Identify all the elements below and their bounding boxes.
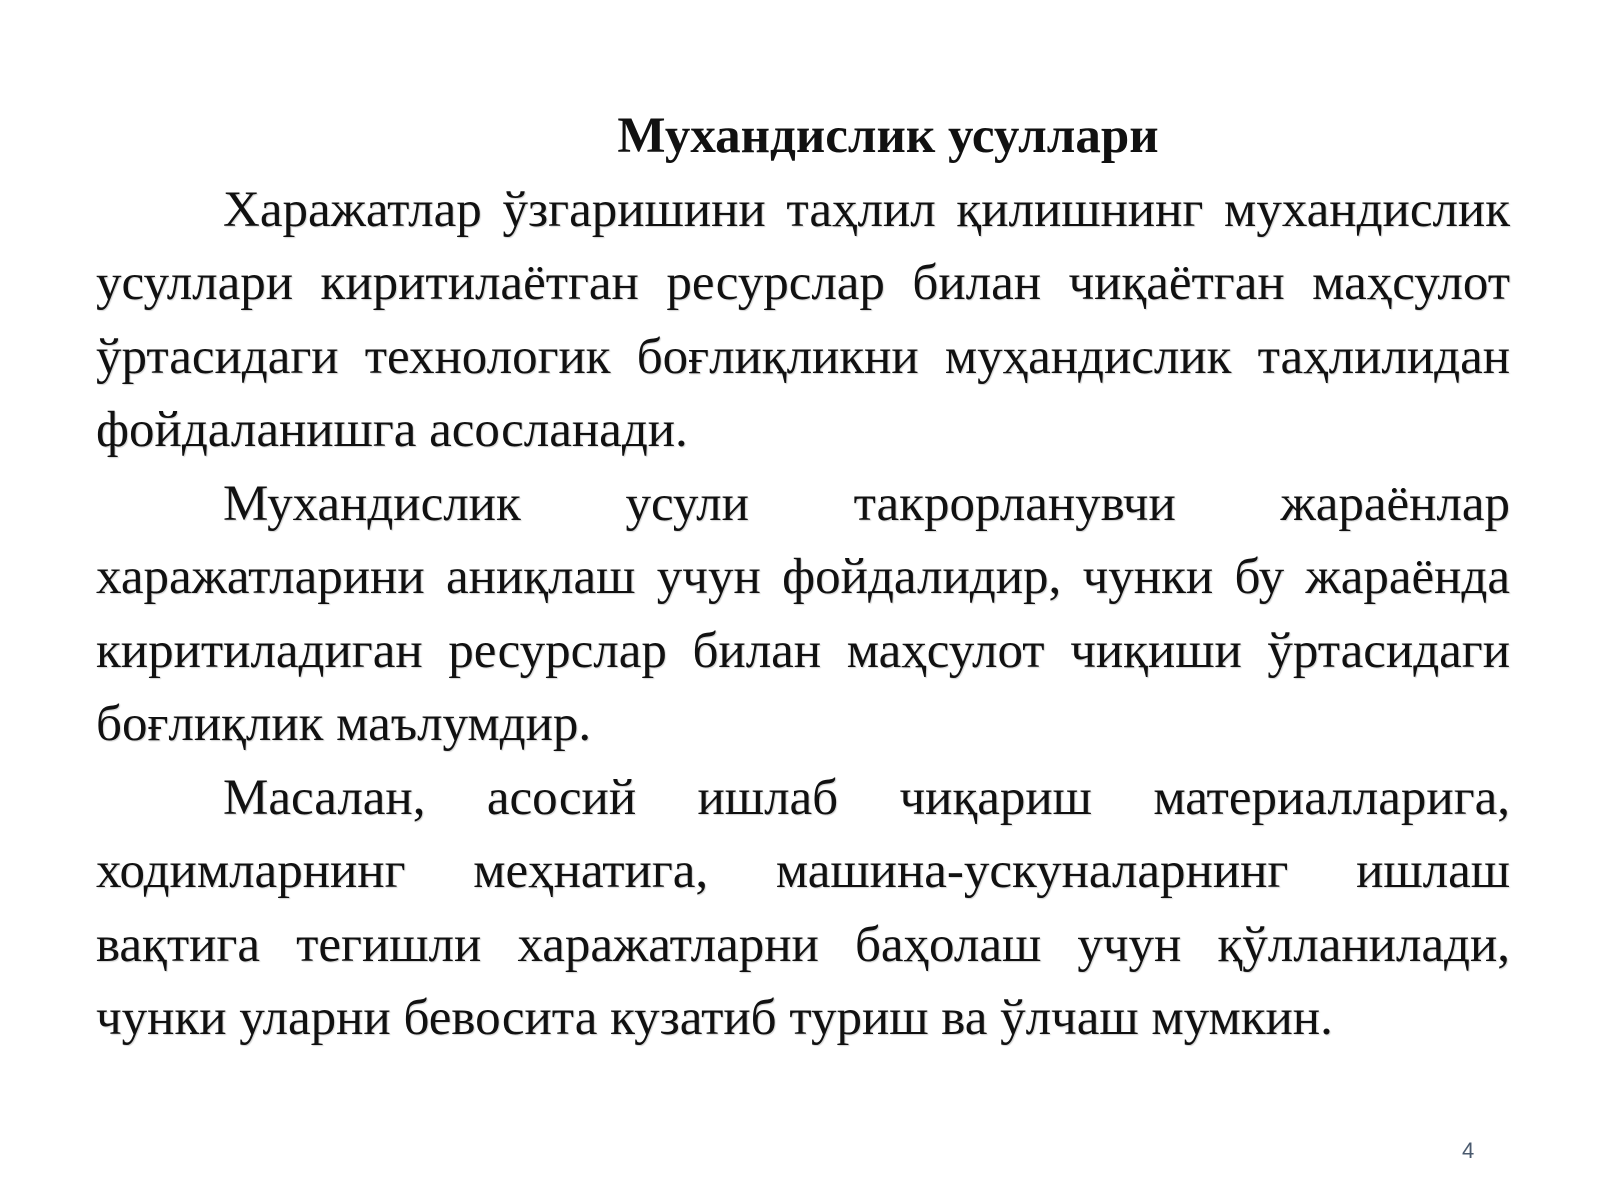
slide-content xyxy=(96,100,1510,1056)
paragraph-2: Мухандислик усули такрорланувчи жараёнлар харажатларини аниқлаш учун фойдалидир, чунки бу жараёнда киритиладиган ресурслар билан маҳсулот чиқиши ўртасидаги боғлиқлик маълумдир. xyxy=(96,475,1510,752)
paragraph-3: Масалан, асосий ишлаб чиқариш материалларига, ходимларнинг меҳнатига, машина-ускуналарнинг ишлаш вақтига тегишли харажатларни баҳолаш учун қўлланилади, чунки уларни бевосита кузатиб туриш ва ўлчаш мумкин. xyxy=(96,769,1510,1046)
paragraph-1: Харажатлар ўзгаришини таҳлил қилишнинг мухандислик усуллари киритилаётган ресурслар билан чиқаётган маҳсулот ўртасидаги технологик боғлиқликни муҳандислик таҳлилидан фойдаланишга асосланади. xyxy=(96,181,1510,458)
slide-title: Мухандислик усуллари xyxy=(617,108,1159,164)
page-number: 4 xyxy=(1462,1138,1475,1163)
